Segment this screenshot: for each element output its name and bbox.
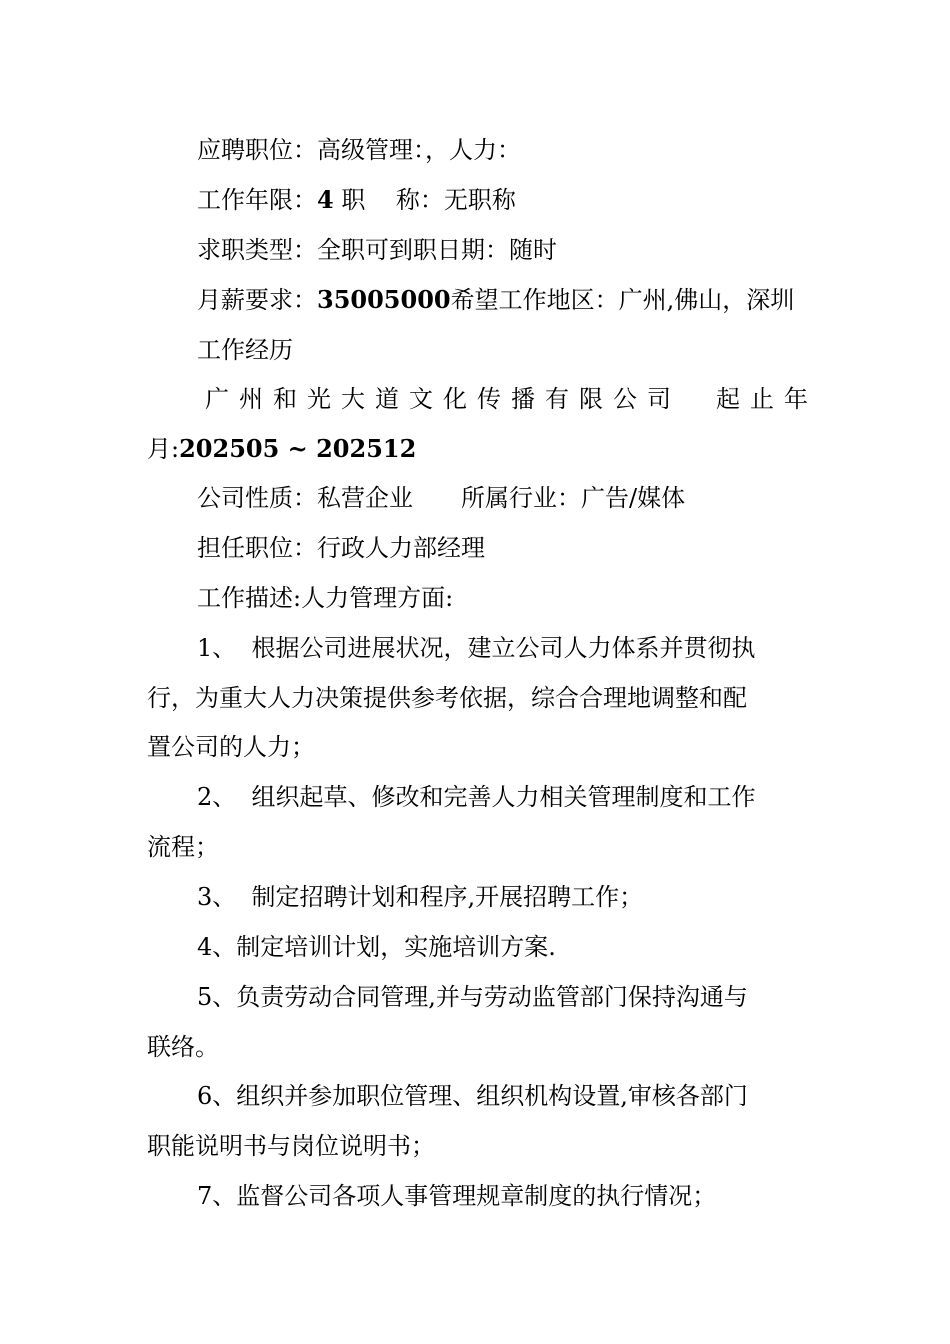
location-label: 希望工作地区： <box>450 286 619 314</box>
industry-value: 广告/媒体 <box>581 484 686 512</box>
item-7-line-1: 7、监督公司各项人事管理规章制度的执行情况； <box>197 1182 717 1210</box>
salary-value: 35005000 <box>317 285 451 314</box>
title-value: 无职称 <box>443 186 516 214</box>
company-name: 广州和光大道文化传播有限公司 <box>205 385 681 413</box>
item-3-line-1: 3、 制定招聘计划和程序,开展招聘工作； <box>197 883 644 911</box>
item-1-line-2: 行，为重大人力决策提供参考依据，综合合理地调整和配 <box>147 684 747 712</box>
role-line <box>197 531 485 565</box>
item-5-line-2: 联络。 <box>147 1033 219 1061</box>
years-label: 工作年限： <box>197 186 317 214</box>
position-line <box>197 133 521 167</box>
title-label: 职 称： <box>341 186 444 214</box>
role-value: 行政人力部经理 <box>317 534 485 562</box>
location-value: 广州,佛山，深圳 <box>618 286 795 314</box>
item-4-line-1: 4、制定培训计划，实施培训方案. <box>197 933 556 961</box>
period-value: 202505 ~ 202512 <box>179 434 417 463</box>
desc-value: 人力管理方面: <box>301 584 454 612</box>
item-1-line-1: 1、 根据公司进展状况，建立公司人力体系并贯彻执 <box>197 634 756 662</box>
type-value: 全职 <box>317 236 365 264</box>
industry-label: 所属行业： <box>461 484 581 512</box>
salary-line <box>197 283 794 317</box>
role-label: 担任职位： <box>197 534 317 562</box>
period-line <box>147 432 416 466</box>
item-2-line-2: 流程； <box>147 833 219 861</box>
item-1-line-3: 置公司的人力； <box>147 733 315 761</box>
start-value: 随时 <box>509 236 557 264</box>
start-label: 可到职日期： <box>365 236 509 264</box>
section-heading: 工作经历 <box>197 336 293 364</box>
period-label-part1: 起止年 <box>716 385 818 413</box>
desc-line <box>197 581 453 615</box>
salary-label: 月薪要求： <box>197 286 317 314</box>
item-5-line-1: 5、负责劳动合同管理,并与劳动监管部门保持沟通与 <box>197 983 748 1011</box>
nature-value: 私营企业 <box>317 484 413 512</box>
nature-label: 公司性质： <box>197 484 317 512</box>
type-line <box>197 233 557 267</box>
years-value: 4 <box>317 185 334 214</box>
item-6-line-1: 6、组织并参加职位管理、组织机构设置,审核各部门 <box>197 1082 748 1110</box>
period-label-part2: 月: <box>147 435 180 463</box>
position-value: 高级管理：，人力： <box>317 136 521 164</box>
item-2-line-1: 2、 组织起草、修改和完善人力相关管理制度和工作 <box>197 783 756 811</box>
position-label: 应聘职位： <box>197 136 317 164</box>
years-line <box>197 183 516 217</box>
desc-label: 工作描述: <box>197 584 302 612</box>
nature-line <box>197 481 685 515</box>
item-6-line-2: 职能说明书与岗位说明书； <box>147 1132 435 1160</box>
type-label: 求职类型： <box>197 236 317 264</box>
